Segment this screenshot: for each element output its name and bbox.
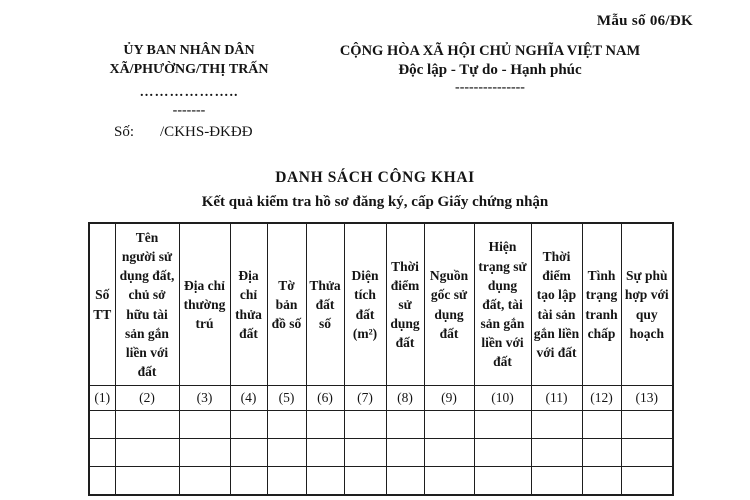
empty-cell (531, 467, 582, 496)
empty-cell (344, 439, 386, 467)
issuer-header-block (85, 42, 293, 118)
column-number-cell: (1) (89, 386, 115, 411)
empty-cell (424, 439, 474, 467)
empty-cell (306, 439, 344, 467)
empty-cell (230, 439, 267, 467)
list-title: DANH SÁCH CÔNG KHAI (275, 169, 475, 186)
column-number-cell: (3) (179, 386, 230, 411)
empty-cell (582, 467, 621, 496)
empty-cell (230, 467, 267, 496)
empty-cell (531, 411, 582, 439)
header-cell-dia-chi-thuong-tru: Địa chỉ thường trú (179, 223, 230, 386)
national-motto-line1: CỘNG HÒA XÃ HỘI CHỦ NGHĨA VIỆT NAM (339, 43, 641, 59)
header-cell-ten-nguoi-su-dung: Tên người sử dụng đất, chủ sở hữu tài sản gắn liền với đất (115, 223, 179, 386)
header-cell-to-ban-do-so: Tờ bản đồ số (267, 223, 306, 386)
header-cell-su-phu-hop-quy-hoach: Sự phù hợp với quy hoạch (621, 223, 673, 386)
empty-cell (474, 467, 531, 496)
empty-cell (267, 411, 306, 439)
document-number-value: /CKHS-ĐKĐĐ (160, 124, 253, 140)
column-number-cell: (11) (531, 386, 582, 411)
table-row (89, 411, 673, 439)
document-number-label: Số: (114, 124, 135, 140)
empty-cell (230, 411, 267, 439)
column-number-cell: (5) (267, 386, 306, 411)
empty-cell (621, 411, 673, 439)
empty-cell (115, 467, 179, 496)
column-number-cell: (10) (474, 386, 531, 411)
column-number-cell: (2) (115, 386, 179, 411)
empty-cell (306, 411, 344, 439)
table-row (89, 467, 673, 496)
issuer-dotted-line: ……………….. (139, 84, 239, 100)
table-header-row (89, 223, 673, 386)
table-row (89, 439, 673, 467)
header-cell-dien-tich-dat: Diện tích đất (m²) (344, 223, 386, 386)
empty-cell (267, 439, 306, 467)
issuer-dash-line: ------- (172, 102, 206, 118)
empty-cell (179, 439, 230, 467)
empty-cell (344, 411, 386, 439)
empty-cell (386, 467, 424, 496)
empty-cell (115, 439, 179, 467)
empty-cell (474, 411, 531, 439)
column-number-cell: (8) (386, 386, 424, 411)
empty-cell (582, 411, 621, 439)
empty-cell (386, 439, 424, 467)
public-list-table (88, 222, 674, 496)
national-dash-line: --------------- (455, 80, 525, 96)
national-motto-line2: Độc lập - Tự do - Hạnh phúc (398, 61, 582, 78)
empty-cell (179, 411, 230, 439)
empty-cell (115, 411, 179, 439)
empty-cell (424, 411, 474, 439)
column-number-cell: (12) (582, 386, 621, 411)
list-subtitle: Kết quả kiểm tra hồ sơ đăng ký, cấp Giấy chứng nhận (201, 194, 549, 210)
column-number-cell: (7) (344, 386, 386, 411)
empty-cell (89, 439, 115, 467)
empty-cell (386, 411, 424, 439)
column-number-cell: (4) (230, 386, 267, 411)
document-number-line (114, 124, 253, 141)
empty-cell (474, 439, 531, 467)
form-number-label: Mẫu số 06/ĐK (596, 13, 693, 29)
header-cell-so-tt: Số TT (89, 223, 115, 386)
empty-cell (267, 467, 306, 496)
header-cell-hien-trang-su-dung: Hiện trạng sử dụng đất, tài sản gắn liền với đất (474, 223, 531, 386)
empty-cell (306, 467, 344, 496)
national-header-block (325, 42, 655, 96)
empty-cell (89, 467, 115, 496)
header-cell-thoi-diem-su-dung: Thời điểm sử dụng đất (386, 223, 424, 386)
empty-cell (424, 467, 474, 496)
header-cell-dia-chi-thua-dat: Địa chỉ thửa đất (230, 223, 267, 386)
column-number-row (89, 386, 673, 411)
empty-cell (344, 467, 386, 496)
column-number-cell: (13) (621, 386, 673, 411)
header-cell-tinh-trang-tranh-chap: Tình trạng tranh chấp (582, 223, 621, 386)
header-cell-thoi-diem-tao-lap: Thời điểm tạo lập tài sản gắn liền với đất (531, 223, 582, 386)
empty-cell (179, 467, 230, 496)
column-number-cell: (6) (306, 386, 344, 411)
column-number-cell: (9) (424, 386, 474, 411)
empty-cell (621, 467, 673, 496)
header-cell-thua-dat-so: Thửa đất số (306, 223, 344, 386)
empty-cell (621, 439, 673, 467)
empty-cell (582, 439, 621, 467)
empty-cell (531, 439, 582, 467)
issuer-line1: ỦY BAN NHÂN DÂN (123, 43, 255, 58)
header-cell-nguon-goc-su-dung: Nguồn gốc sử dụng đất (424, 223, 474, 386)
issuer-line2: XÃ/PHƯỜNG/THỊ TRẤN (109, 61, 269, 77)
empty-cell (89, 411, 115, 439)
